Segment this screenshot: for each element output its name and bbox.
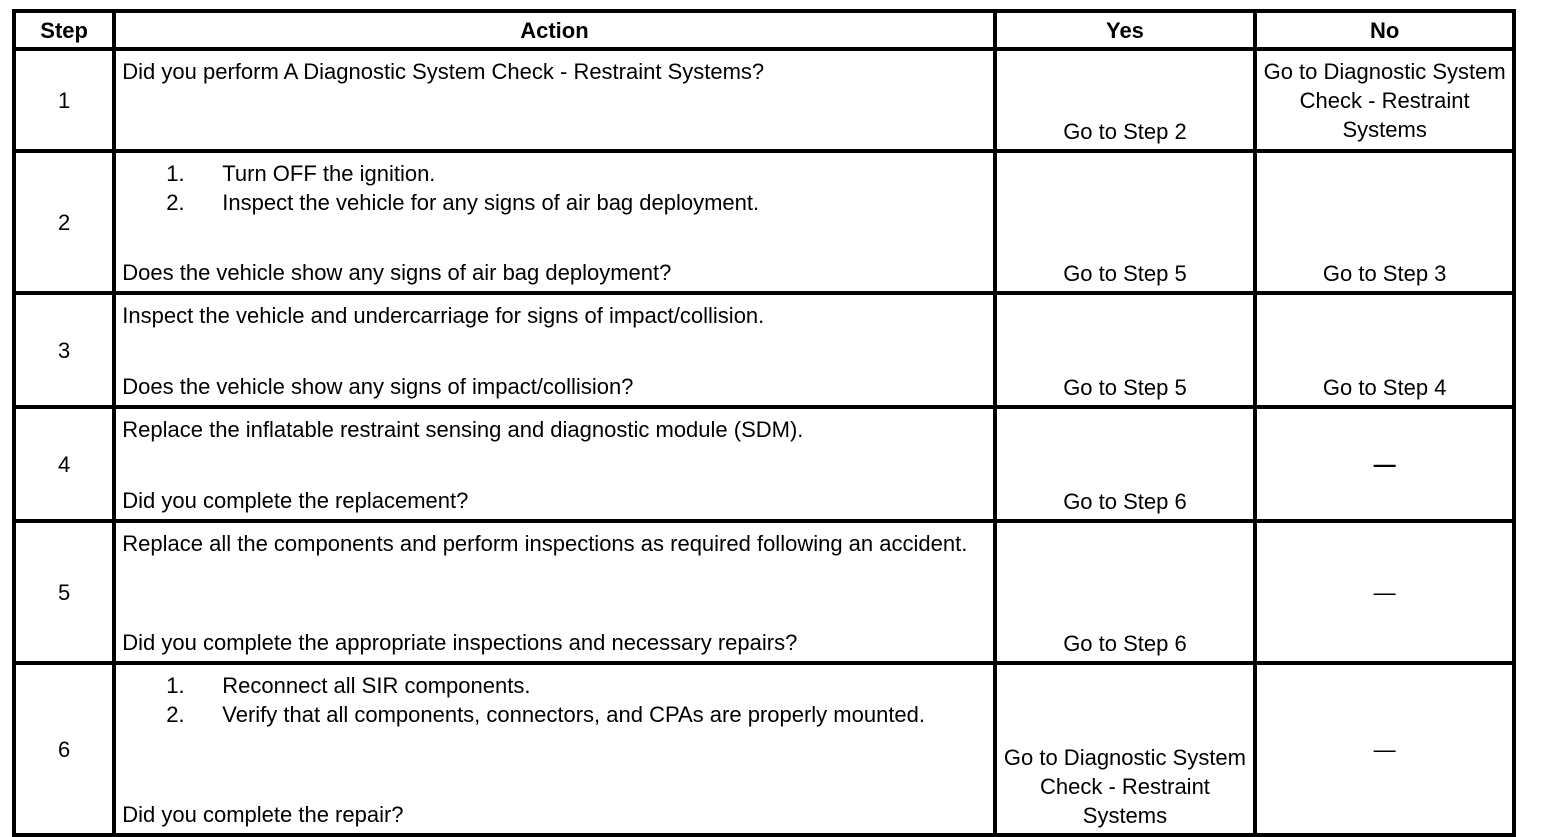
step-number: 2 — [14, 151, 114, 293]
action-question: Did you complete the replacement? — [122, 488, 469, 513]
no-cell: Go to Diagnostic System Check - Restraint Systems — [1255, 49, 1514, 151]
table-row — [14, 49, 1514, 151]
action-steps-list — [122, 671, 986, 729]
list-item: 1. Reconnect all SIR components. — [166, 673, 531, 698]
action-question: Does the vehicle show any signs of air bag deployment? — [122, 260, 672, 285]
header-yes: Yes — [995, 11, 1256, 49]
action-cell — [114, 49, 994, 151]
yes-cell: Go to Step 2 — [995, 49, 1256, 151]
action-question: Did you complete the appropriate inspections and necessary repairs? — [122, 630, 798, 655]
header-row — [14, 11, 1514, 49]
yes-cell: Go to Step 6 — [995, 521, 1256, 663]
diagnostic-table — [12, 9, 1516, 837]
table-row — [14, 151, 1514, 293]
action-question: Does the vehicle show any signs of impact/collision? — [122, 374, 634, 399]
list-item: 2. Inspect the vehicle for any signs of air bag deployment. — [166, 190, 760, 215]
yes-cell: Go to Step 5 — [995, 151, 1256, 293]
step-number: 5 — [14, 521, 114, 663]
list-item: 2. Verify that all components, connectors, and CPAs are properly mounted. — [166, 702, 926, 727]
action-text: Replace the inflatable restraint sensing and diagnostic module (SDM). — [122, 417, 804, 442]
step-number: 3 — [14, 293, 114, 407]
header-step: Step — [14, 11, 114, 49]
action-cell — [114, 151, 994, 293]
yes-cell: Go to Step 5 — [995, 293, 1256, 407]
table-row — [14, 521, 1514, 663]
no-cell: — — [1255, 521, 1514, 663]
step-number: 6 — [14, 663, 114, 835]
action-cell — [114, 663, 994, 835]
no-cell: Go to Step 4 — [1255, 293, 1514, 407]
action-question: Did you complete the repair? — [122, 802, 404, 827]
action-cell — [114, 521, 994, 663]
yes-cell: Go to Diagnostic System Check - Restraint Systems — [995, 663, 1256, 835]
header-no: No — [1255, 11, 1514, 49]
no-cell: — — [1255, 407, 1514, 521]
header-action: Action — [114, 11, 994, 49]
action-cell — [114, 293, 994, 407]
no-cell: — — [1255, 663, 1514, 835]
no-cell: Go to Step 3 — [1255, 151, 1514, 293]
action-text: Did you perform A Diagnostic System Check - Restraint Systems? — [122, 59, 765, 84]
step-number: 1 — [14, 49, 114, 151]
yes-cell: Go to Step 6 — [995, 407, 1256, 521]
action-cell — [114, 407, 994, 521]
action-text: Inspect the vehicle and undercarriage for signs of impact/collision. — [122, 303, 765, 328]
action-steps-list — [122, 159, 986, 217]
list-item: 1. Turn OFF the ignition. — [166, 161, 436, 186]
table-row — [14, 293, 1514, 407]
table-row — [14, 663, 1514, 835]
step-number: 4 — [14, 407, 114, 521]
action-text: Replace all the components and perform inspections as required following an accident. — [122, 531, 968, 556]
table-row — [14, 407, 1514, 521]
